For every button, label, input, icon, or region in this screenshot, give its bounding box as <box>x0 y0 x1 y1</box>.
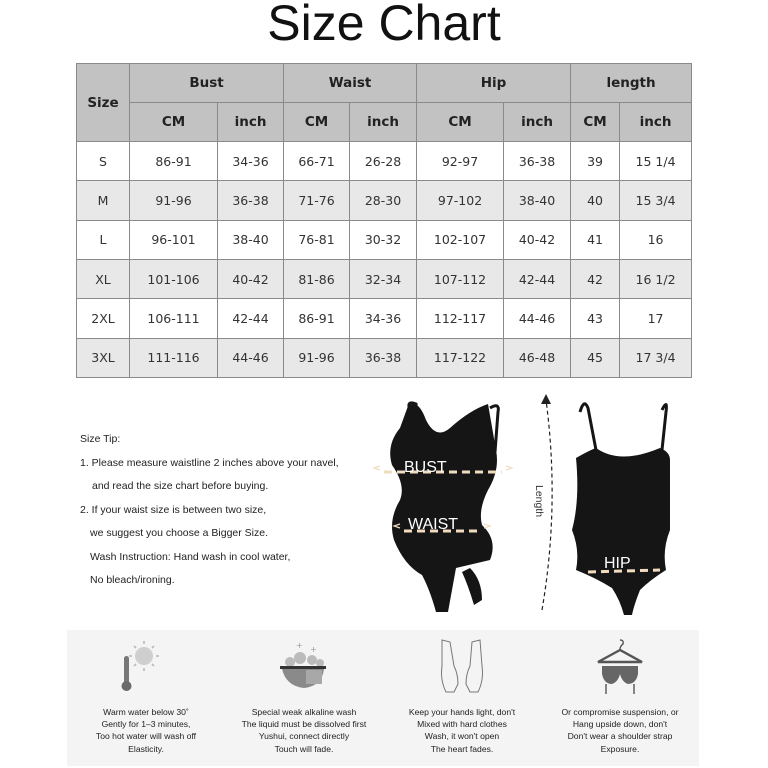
subheader-waist-inch: inch <box>350 103 417 142</box>
header-size: Size <box>77 64 130 142</box>
cell: 38-40 <box>218 220 284 259</box>
length-label: Length <box>533 485 545 518</box>
cell: 117-122 <box>417 338 504 377</box>
cell: 81-86 <box>284 259 350 298</box>
cell: 26-28 <box>350 142 417 181</box>
cell: 96-101 <box>130 220 218 259</box>
care-text <box>67 706 225 755</box>
cell: 36-38 <box>350 338 417 377</box>
cell: 34-36 <box>350 299 417 338</box>
table-row <box>77 259 692 298</box>
cell: 40-42 <box>218 259 284 298</box>
tip-line: we suggest you choose a Bigger Size. <box>90 527 269 539</box>
header-hip: Hip <box>417 64 571 103</box>
care-text <box>541 706 699 755</box>
table-row <box>77 220 692 259</box>
cell: 16 <box>620 220 692 259</box>
hands-icon <box>432 636 492 696</box>
tip-line: and read the size chart before buying. <box>92 480 269 492</box>
care-line: Special weak alkaline wash <box>251 707 357 717</box>
cell: 92-97 <box>417 142 504 181</box>
table-row <box>77 181 692 220</box>
tip-line: Wash Instruction: Hand wash in cool water, <box>90 550 291 563</box>
care-line: Or compromise suspension, or <box>561 707 679 717</box>
bodysuit-measurement-figure <box>370 390 670 620</box>
tip-line: 1. Please measure waistline 2 inches above your navel, <box>80 456 339 469</box>
cell: 91-96 <box>284 338 350 377</box>
cell: 40-42 <box>504 220 571 259</box>
subheader-length-inch: inch <box>620 103 692 142</box>
cell: 15 3/4 <box>620 181 692 220</box>
tip-line: No bleach/ironing. <box>90 574 175 586</box>
subheader-hip-cm: CM <box>417 103 504 142</box>
subheader-bust-inch: inch <box>218 103 284 142</box>
subheader-waist-cm: CM <box>284 103 350 142</box>
cell-size: 3XL <box>77 338 130 377</box>
cell: 42-44 <box>504 259 571 298</box>
cell-size: L <box>77 220 130 259</box>
care-line: Gently for 1–3 minutes, <box>101 719 191 730</box>
cell: 76-81 <box>284 220 350 259</box>
cell: 17 <box>620 299 692 338</box>
cell-size: XL <box>77 259 130 298</box>
cell: 106-111 <box>130 299 218 338</box>
cell: 111-116 <box>130 338 218 377</box>
care-line: Hang upside down, don't <box>572 719 668 730</box>
care-line: Elasticity. <box>128 743 164 754</box>
cell: 43 <box>571 299 620 338</box>
tips-heading: Size Tip: <box>80 433 121 445</box>
care-line: Exposure. <box>600 743 640 754</box>
page-title: Size Chart <box>267 0 501 51</box>
cell: 112-117 <box>417 299 504 338</box>
cell: 42-44 <box>218 299 284 338</box>
cell: 42 <box>571 259 620 298</box>
wash-basin-icon <box>274 636 334 696</box>
care-line: Too hot water will wash off <box>95 731 197 742</box>
svg-text:+: + <box>310 645 317 654</box>
cell: 16 1/2 <box>620 259 692 298</box>
waist-label: WAIST <box>408 516 459 533</box>
cell: 91-96 <box>130 181 218 220</box>
header-length: length <box>571 64 692 103</box>
cell-size: S <box>77 142 130 181</box>
tip-line: 2. If your waist size is between two size, <box>80 503 267 516</box>
care-text <box>225 706 383 755</box>
care-item-hand-wash <box>383 630 541 766</box>
table-row <box>77 299 692 338</box>
cell: 32-34 <box>350 259 417 298</box>
care-text <box>383 706 541 755</box>
table-row <box>77 142 692 181</box>
care-line: Don't wear a shoulder strap <box>567 731 673 742</box>
care-line: The liquid must be dissolved first <box>241 719 367 730</box>
cell: 38-40 <box>504 181 571 220</box>
cell-size: 2XL <box>77 299 130 338</box>
care-line: Warm water below 30˚ <box>103 707 189 717</box>
care-item-hanging <box>541 630 699 766</box>
subheader-bust-cm: CM <box>130 103 218 142</box>
care-line: The heart fades. <box>430 743 494 754</box>
cell: 101-106 <box>130 259 218 298</box>
cell: 46-48 <box>504 338 571 377</box>
care-item-warm-water <box>67 630 225 766</box>
cell-size: M <box>77 181 130 220</box>
cell: 86-91 <box>130 142 218 181</box>
care-line: Touch will fade. <box>274 743 334 754</box>
svg-text:+: + <box>296 641 303 650</box>
care-line: Mixed with hard clothes <box>417 719 507 730</box>
cell: 44-46 <box>218 338 284 377</box>
size-tips <box>80 428 339 593</box>
cell: 36-38 <box>504 142 571 181</box>
cell: 66-71 <box>284 142 350 181</box>
header-bust: Bust <box>130 64 284 103</box>
hanger-icon <box>590 636 650 696</box>
cell: 41 <box>571 220 620 259</box>
header-waist: Waist <box>284 64 417 103</box>
thermometer-sun-icon <box>116 636 176 696</box>
bust-label: BUST <box>404 459 447 476</box>
cell: 17 3/4 <box>620 338 692 377</box>
cell: 107-112 <box>417 259 504 298</box>
cell: 71-76 <box>284 181 350 220</box>
care-line: Keep your hands light, don't <box>408 707 516 717</box>
cell: 40 <box>571 181 620 220</box>
cell: 28-30 <box>350 181 417 220</box>
cell: 36-38 <box>218 181 284 220</box>
care-item-alkaline-wash <box>225 630 383 766</box>
hip-label: HIP <box>604 555 631 572</box>
table-row <box>77 338 692 377</box>
bodysuit-illustration-icon <box>370 390 670 620</box>
subheader-length-cm: CM <box>571 103 620 142</box>
cell: 39 <box>571 142 620 181</box>
cell: 45 <box>571 338 620 377</box>
size-chart-table <box>76 63 692 378</box>
cell: 44-46 <box>504 299 571 338</box>
care-line: Wash, it won't open <box>424 731 500 742</box>
cell: 15 1/4 <box>620 142 692 181</box>
care-instructions-panel <box>67 630 699 766</box>
care-line: Yushui, connect directly <box>258 731 350 742</box>
cell: 86-91 <box>284 299 350 338</box>
cell: 34-36 <box>218 142 284 181</box>
cell: 102-107 <box>417 220 504 259</box>
subheader-hip-inch: inch <box>504 103 571 142</box>
cell: 97-102 <box>417 181 504 220</box>
cell: 30-32 <box>350 220 417 259</box>
